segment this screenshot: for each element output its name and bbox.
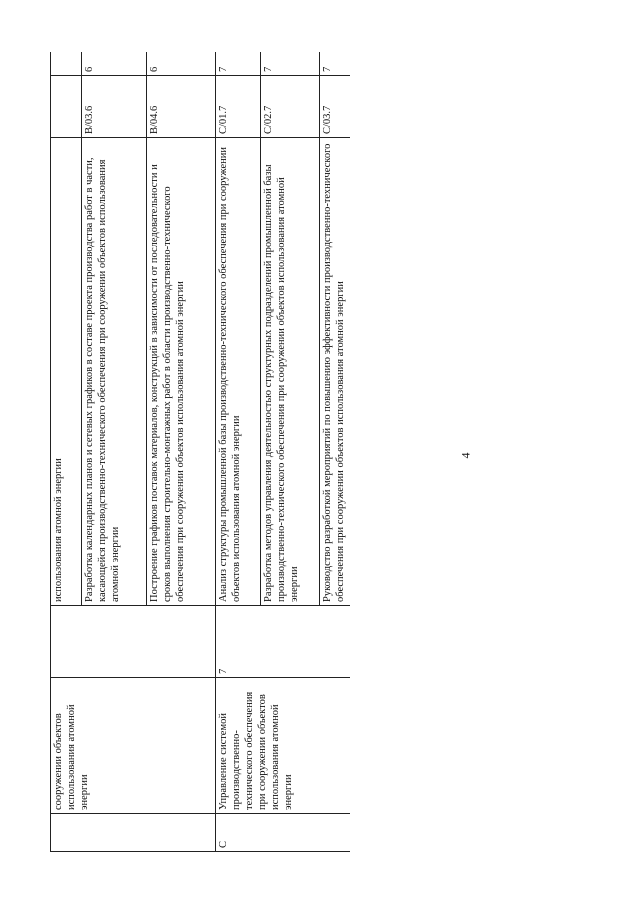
function-code-cell: B/04.6 xyxy=(147,76,216,138)
group-name-cell: Управление системой производственно-технического обеспечения при сооружении объектов использования атомной энергии xyxy=(216,678,351,814)
function-level-cell: 6 xyxy=(147,52,216,76)
functions-table xyxy=(50,52,350,852)
table-row xyxy=(51,52,82,852)
function-code-cell xyxy=(51,76,82,138)
page-number: 4 xyxy=(458,452,473,459)
function-cell: Разработка методов управления деятельностью структурных подразделений промышленной базы производственно-технического обеспечения при сооружении объектов использования атомной энергии xyxy=(261,138,320,606)
group-name-cell: сооружении объектов использования атомной энергии xyxy=(51,678,216,814)
function-code-cell: C/03.7 xyxy=(320,76,351,138)
function-cell: Руководство разработкой мероприятий по повышению эффективности производственно-технического обеспечения при сооружении объектов использования атомной энергии xyxy=(320,138,351,606)
function-level-cell: 7 xyxy=(216,52,261,76)
group-code-cell: C xyxy=(216,814,351,852)
rotated-table-content xyxy=(50,52,350,852)
function-cell: Разработка календарных планов и сетевых графиков в составе проекта производства работ в части, касающейся производственно-технического обеспечения при сооружении объектов использования атомной энергии xyxy=(82,138,147,606)
group-level-cell: 7 xyxy=(216,606,351,678)
function-level-cell: 6 xyxy=(82,52,147,76)
function-level-cell: 7 xyxy=(320,52,351,76)
function-level-cell xyxy=(51,52,82,76)
rotated-table-frame xyxy=(50,52,350,852)
function-level-cell: 7 xyxy=(261,52,320,76)
function-cell: использования атомной энергии xyxy=(51,138,82,606)
group-level-cell xyxy=(51,606,216,678)
function-cell: Построение графиков поставок материалов, конструкций в зависимости от последовательности и сроков выполнения строительно-монтажных работ в области производственно-технического обеспечения при сооружении объектов использования атомной энергии xyxy=(147,138,216,606)
table-row xyxy=(216,52,261,852)
group-code-cell xyxy=(51,814,216,852)
function-code-cell: B/03.6 xyxy=(82,76,147,138)
function-code-cell: C/02.7 xyxy=(261,76,320,138)
function-code-cell: C/01.7 xyxy=(216,76,261,138)
function-cell: Анализ структуры промышленной базы производственно-технического обеспечения при сооружении объектов использования атомной энергии xyxy=(216,138,261,606)
